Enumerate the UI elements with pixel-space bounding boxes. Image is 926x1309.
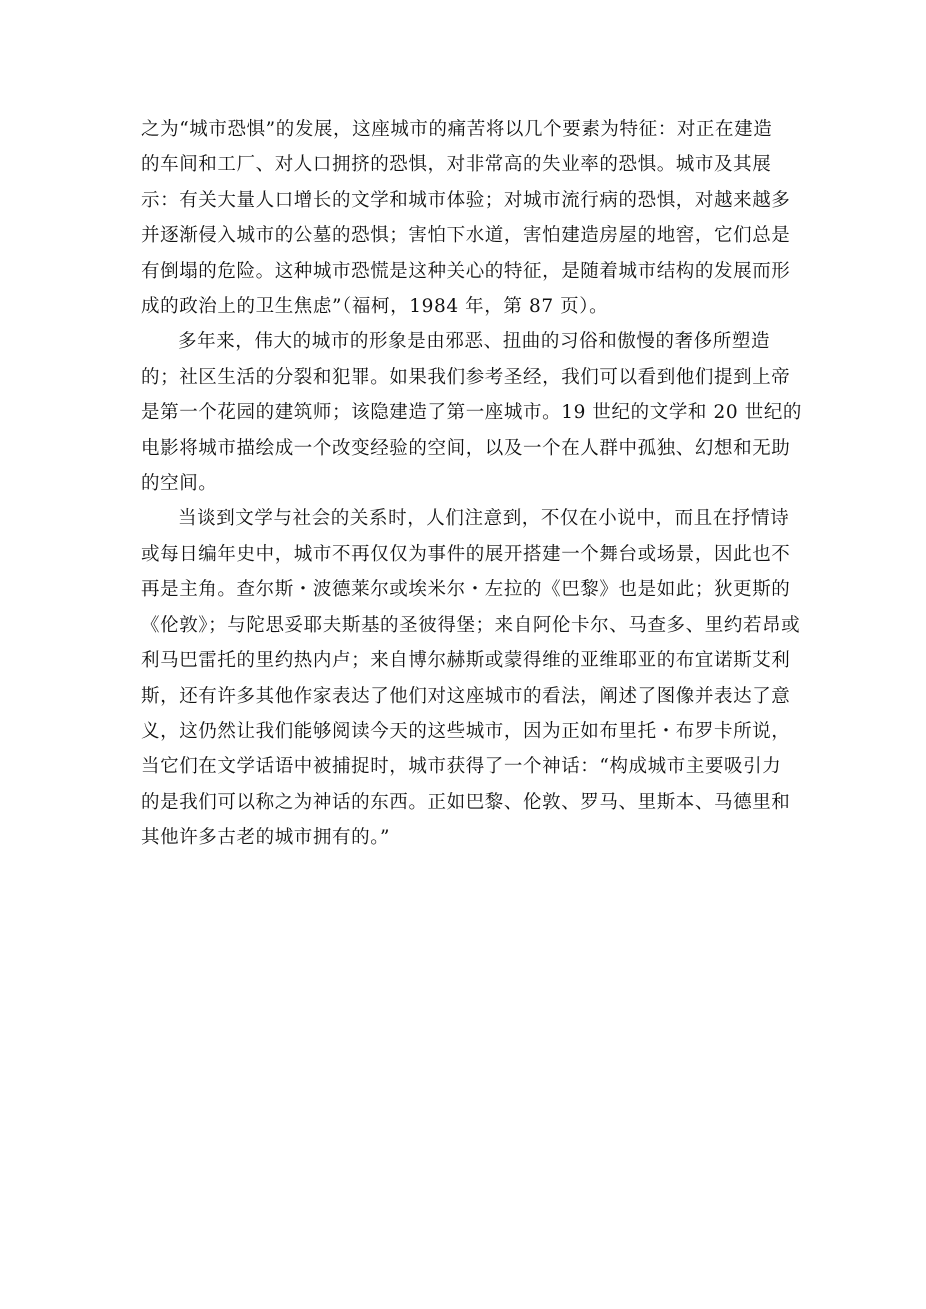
text-line: 利马巴雷托的里约热内卢；来自博尔赫斯或蒙得维的亚维耶亚的布宜诺斯艾利 (141, 650, 791, 672)
paragraph-2 (141, 324, 803, 501)
text-line: 的是我们可以称之为神话的东西。正如巴黎、伦敦、罗马、里斯本、马德里和 (141, 791, 791, 813)
text-line: 有倒塌的危险。这种城市恐慌是这种关心的特征，是随着城市结构的发展而形 (141, 260, 791, 282)
text-line: 其他许多古老的城市拥有的。” (141, 827, 391, 849)
text-line: 电影将城市描绘成一个改变经验的空间，以及一个在人群中孤独、幻想和无助 (141, 437, 791, 459)
text-line: 是第一个花园的建筑师；该隐建造了第一座城市。19 世纪的文学和 20 世纪的 (141, 402, 803, 424)
text-line: 的；社区生活的分裂和犯罪。如果我们参考圣经，我们可以看到他们提到上帝 (141, 366, 791, 388)
text-line: 的空间。 (141, 473, 218, 495)
text-line: 成的政治上的卫生焦虑”（福柯，1984 年，第 87 页）。 (141, 296, 609, 318)
text-line: 或每日编年史中，城市不再仅仅为事件的展开搭建一个舞台或场景，因此也不 (141, 543, 791, 565)
text-line: 的车间和工厂、对人口拥挤的恐惧，对非常高的失业率的恐惧。城市及其展 (141, 154, 772, 176)
text-line: 《伦敦》；与陀思妥耶夫斯基的圣彼得堡；来自阿伦卡尔、马查多、里约若昂或 (141, 614, 801, 636)
text-line: 并逐渐侵入城市的公墓的恐惧；害怕下水道，害怕建造房屋的地窖，它们总是 (141, 225, 791, 247)
text-line: 当谈到文学与社会的关系时，人们注意到，不仅在小说中，而且在抒情诗 (178, 508, 790, 530)
text-line: 当它们在文学话语中被捕捉时，城市获得了一个神话：“构成城市主要吸引力 (141, 756, 782, 778)
text-line: 示：有关大量人口增长的文学和城市体验；对城市流行病的恐惧，对越来越多 (141, 189, 791, 211)
paragraph-3 (141, 501, 801, 855)
text-line: 斯，还有许多其他作家表达了他们对这座城市的看法，阐述了图像并表达了意 (141, 685, 791, 707)
text-line: 再是主角。查尔斯・波德莱尔或埃米尔・左拉的《巴黎》也是如此；狄更斯的 (141, 579, 791, 601)
text-line: 义，这仍然让我们能够阅读今天的这些城市，因为正如布里托・布罗卡所说， (141, 720, 791, 742)
text-line: 多年来，伟大的城市的形象是由邪恶、扭曲的习俗和傲慢的奢侈所塑造 (178, 331, 771, 353)
paragraph-1 (141, 112, 793, 324)
text-line: 之为“城市恐惧”的发展，这座城市的痛苦将以几个要素为特征：对正在建造 (141, 119, 773, 140)
body-text (141, 112, 803, 856)
